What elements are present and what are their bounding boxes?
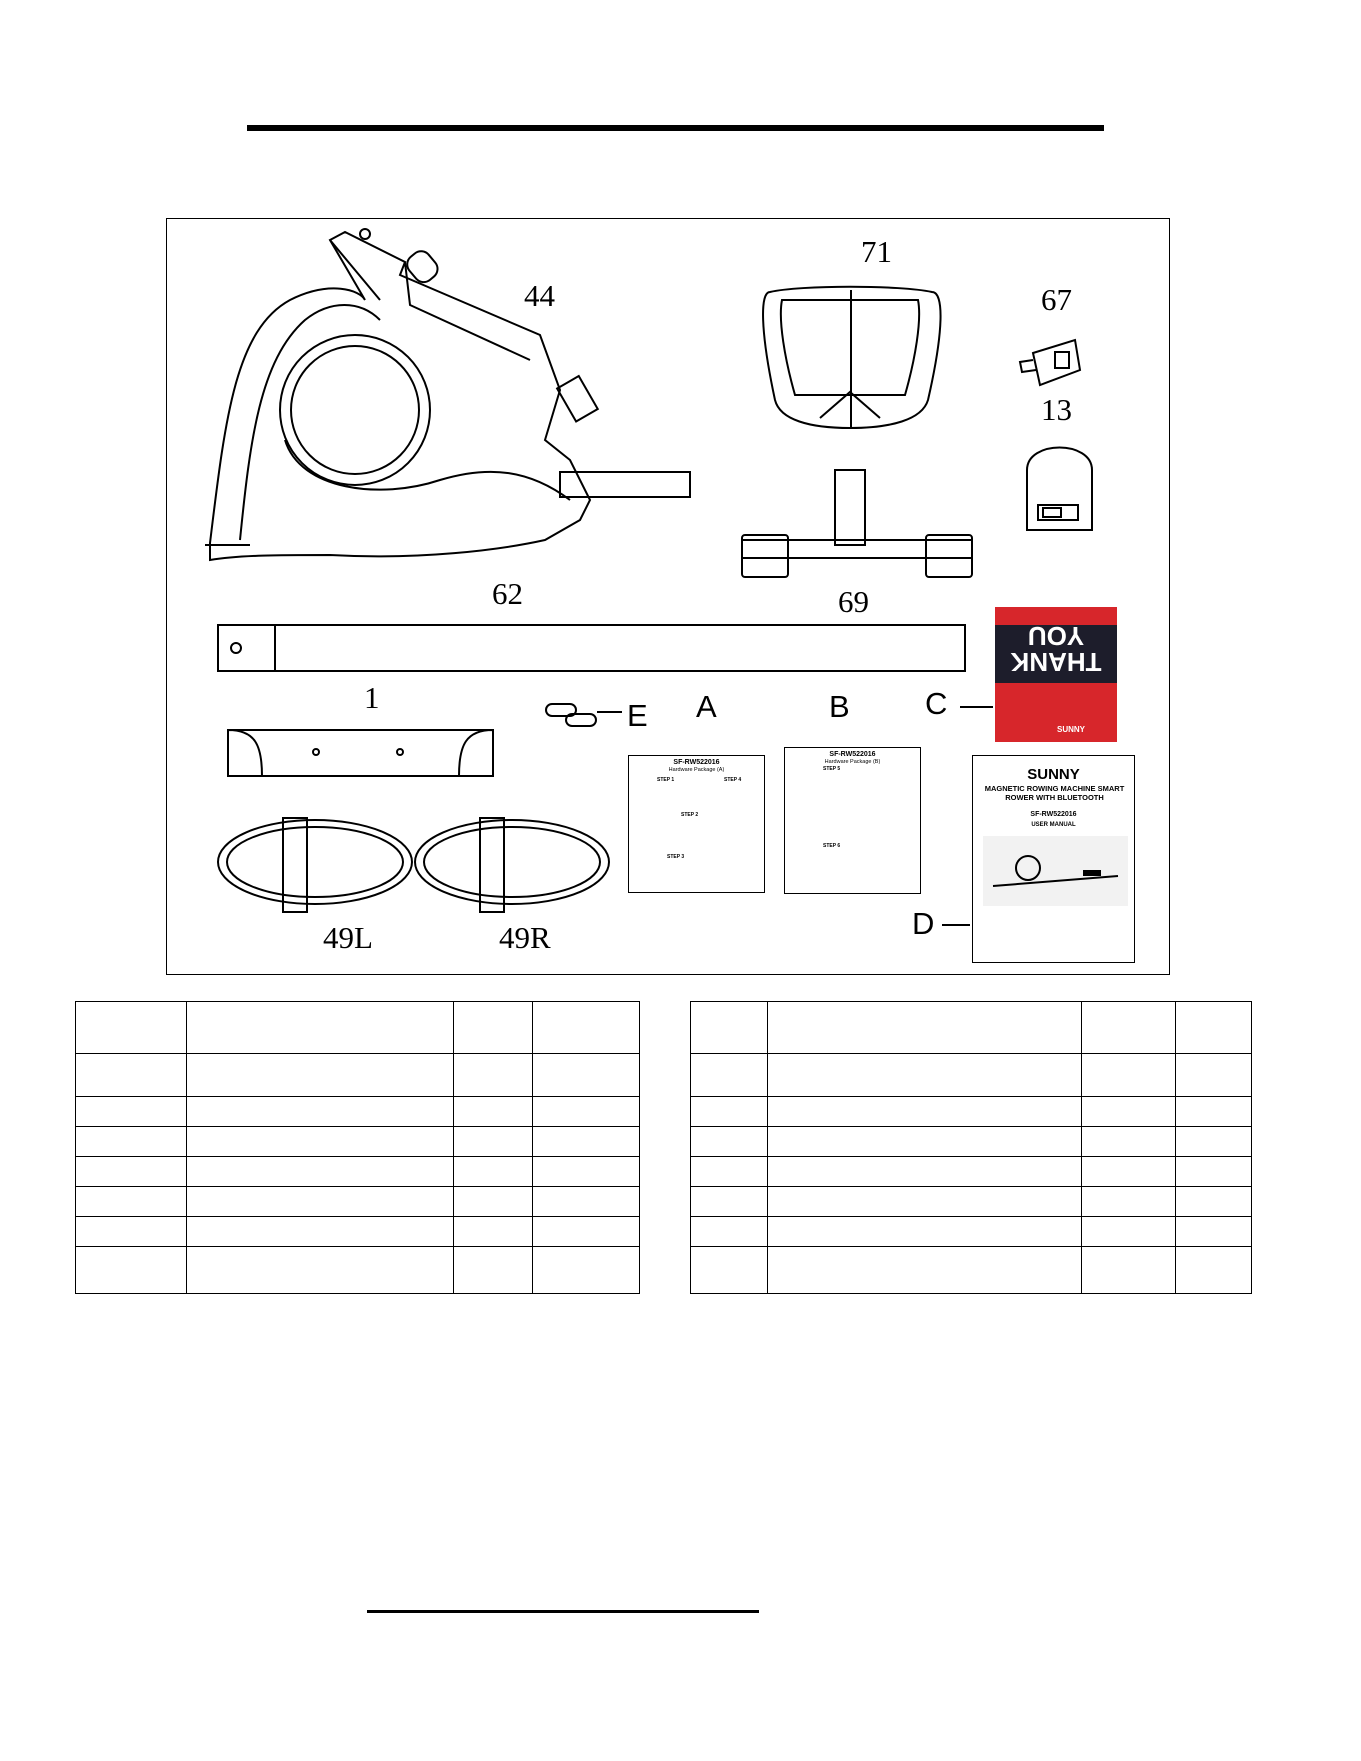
package-a-step2: STEP 2 [681,812,699,818]
part-13-label: 13 [1041,392,1072,427]
parts-table-left [75,1001,640,1294]
monitor-drawing [1027,448,1092,531]
table-row [76,1247,640,1294]
part-44-label: 44 [524,278,555,313]
package-a-step3: STEP 3 [667,854,685,860]
manual-subtitle: USER MANUAL [1031,822,1076,828]
package-a-name: Hardware Package (A) [668,767,725,773]
main-frame-drawing [205,229,690,560]
seat-drawing [763,287,941,428]
stabilizer-drawing [742,470,972,577]
table-row [76,1054,640,1097]
table-row [76,1157,640,1187]
manual-brand: SUNNY [1027,766,1080,783]
part-69-label: 69 [838,584,869,619]
package-a-model: SF-RW522016 [673,759,720,766]
hardware-package-a [628,755,765,893]
package-a-step1: STEP 1 [657,777,675,783]
front-stabilizer-drawing [228,730,493,776]
rail-drawing [218,625,965,671]
table-row [691,1187,1252,1217]
manual-model: SF-RW522016 [1030,811,1077,818]
part-1-label: 1 [364,680,380,715]
manual-rower-image [983,836,1128,906]
table-row [691,1217,1252,1247]
parts-table-right [690,1001,1252,1294]
table-header-row [76,1002,640,1054]
thank-you-text [995,623,1117,675]
table-row [691,1097,1252,1127]
package-b-step6: STEP 6 [823,843,841,849]
package-b-step5: STEP 5 [823,766,841,772]
table-row [691,1127,1252,1157]
part-67-label: 67 [1041,282,1072,317]
part-71-label: 71 [861,234,892,269]
you-word: YOU [1027,621,1085,651]
hardware-package-b [784,747,921,894]
package-b-name: Hardware Package (B) [824,759,881,765]
table-row [691,1247,1252,1294]
thank-you-brand: SUNNY [1057,725,1086,734]
user-manual [972,755,1135,963]
table-row [691,1054,1252,1097]
package-a-label: A [696,689,717,724]
table-row [76,1217,640,1247]
bottom-rule [367,1610,759,1613]
caps-e-label: E [627,698,648,733]
bracket-drawing [1020,340,1080,385]
package-b-model: SF-RW522016 [829,751,876,758]
part-49l-label: 49L [323,920,373,955]
part-62-label: 62 [492,576,523,611]
table-row [76,1187,640,1217]
table-row [691,1157,1252,1187]
package-a-step4: STEP 4 [724,777,742,783]
table-header-row [691,1002,1252,1054]
package-b-label: B [829,689,850,724]
manual-title: MAGNETIC ROWING MACHINE SMART ROWER WITH BLUETOOTH [984,784,1125,802]
thank-word: THANK [1010,647,1102,677]
pedal-right-drawing [415,818,609,912]
end-caps-drawing [546,704,622,726]
card-c-label: C [925,686,948,721]
manual-d-label: D [912,906,935,941]
pedal-left-drawing [218,818,412,912]
part-49r-label: 49R [499,920,551,955]
table-row [76,1127,640,1157]
thank-you-card [995,607,1117,742]
table-row [76,1097,640,1127]
